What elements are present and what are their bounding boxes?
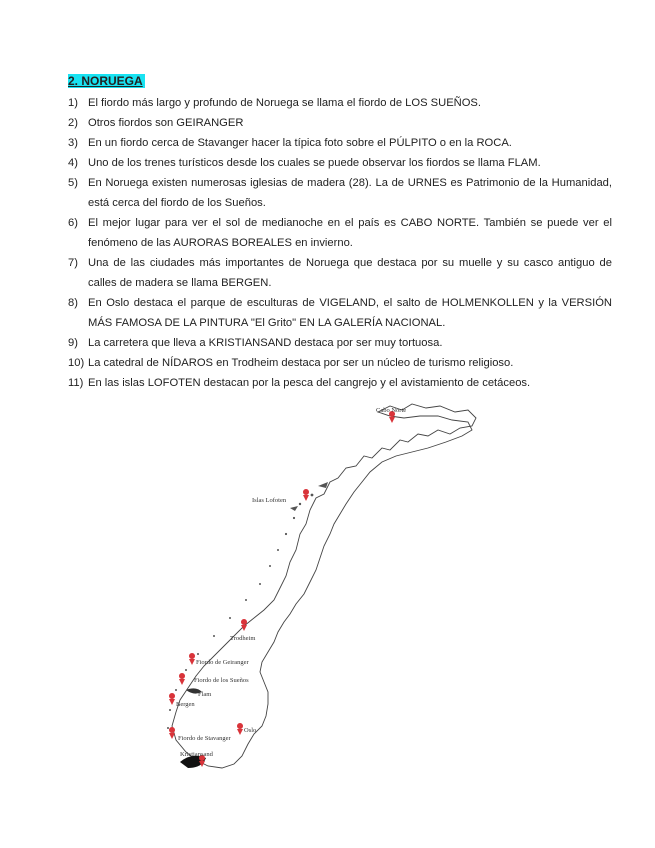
- item-text: Uno de los trenes turísticos desde los cuales se puede observar los fiordos se llama FLAM.: [88, 157, 541, 169]
- list-item: [68, 133, 612, 153]
- item-number: 5): [68, 177, 78, 189]
- map-label-trondheim: Trodheim: [230, 635, 256, 642]
- coastal-islands: [167, 482, 328, 729]
- marker-pin-icon: [237, 723, 243, 735]
- item-number: 1): [68, 97, 78, 109]
- item-number: 10): [68, 357, 85, 369]
- marker-pin-icon: [189, 653, 195, 665]
- item-number: 3): [68, 137, 78, 149]
- item-text: En las islas LOFOTEN destacan por la pesca del cangrejo y el avistamiento de cetáceos.: [88, 377, 531, 389]
- list-item: [68, 213, 612, 253]
- list-item: [68, 253, 612, 293]
- list-item: [68, 293, 612, 333]
- map-label-cabo-norte: Cabo Norte: [376, 407, 407, 414]
- item-number: 4): [68, 157, 78, 169]
- section-heading: 2. NORUEGA: [68, 74, 143, 88]
- list-item: [68, 353, 612, 373]
- item-text: En Noruega existen numerosas iglesias de madera (28). La de URNES es Patrimonio de la Humanidad, está cerca del fiordo de los Sueños.: [88, 177, 612, 209]
- list-item: [68, 153, 612, 173]
- facts-list: [68, 93, 612, 393]
- map-label-bergen: Bergen: [176, 701, 195, 708]
- map-label-stavanger: Fiordo de Stavanger: [178, 735, 231, 742]
- norway-outline: [172, 404, 476, 768]
- item-text: En un fiordo cerca de Stavanger hacer la típica foto sobre el PÚLPITO o en la ROCA.: [88, 137, 512, 149]
- list-item: [68, 173, 612, 213]
- item-text: La catedral de NÍDAROS en Trodheim destaca por ser un núcleo de turismo religioso.: [88, 357, 514, 369]
- item-text: La carretera que lleva a KRISTIANSAND destaca por ser muy tortuosa.: [88, 337, 443, 349]
- list-item: [68, 333, 612, 353]
- item-number: 6): [68, 217, 78, 229]
- map-label-geiranger: Fiordo de Geiranger: [196, 659, 249, 666]
- item-text: El fiordo más largo y profundo de Noruega se llama el fiordo de LOS SUEÑOS.: [88, 97, 482, 109]
- norway-map: [150, 400, 490, 780]
- map-label-lofoten: Islas Lofoten: [252, 497, 287, 504]
- list-item: [68, 373, 612, 393]
- item-text: En Oslo destaca el parque de esculturas de VIGELAND, el salto de HOLMENKOLLEN y la VERSIÓN MÁS FAMOSA DE LA PINTURA "El Grito" EN LA GALERÍA NACIONAL.: [88, 297, 612, 329]
- marker-pin-icon: [179, 673, 185, 685]
- marker-pin-icon: [241, 619, 247, 631]
- item-number: 9): [68, 337, 78, 349]
- marker-pin-icon: [303, 489, 309, 501]
- map-label-suenos: Fiordo de los Sueños: [194, 677, 249, 684]
- item-number: 8): [68, 297, 78, 309]
- item-text: Otros fiordos son GEIRANGER: [88, 117, 244, 129]
- map-label-kristiansand: Kristiansand: [180, 751, 213, 758]
- item-text: Una de las ciudades más importantes de Noruega que destaca por su muelle y su casco antiguo de calles de madera se llama BERGEN.: [88, 257, 612, 289]
- item-text: El mejor lugar para ver el sol de medianoche en el país es CABO NORTE. También se puede ver el fenómeno de las AURORAS BOREALES en invierno.: [88, 217, 612, 249]
- map-markers: [169, 411, 395, 767]
- item-number: 11): [68, 377, 84, 389]
- list-item: [68, 113, 612, 133]
- item-number: 7): [68, 257, 78, 269]
- list-item: [68, 93, 612, 113]
- item-number: 2): [68, 117, 78, 129]
- marker-pin-icon: [169, 727, 175, 739]
- marker-pin-icon: [169, 693, 175, 705]
- map-label-oslo: Oslo: [244, 727, 257, 734]
- map-label-flam: Flam: [198, 691, 212, 698]
